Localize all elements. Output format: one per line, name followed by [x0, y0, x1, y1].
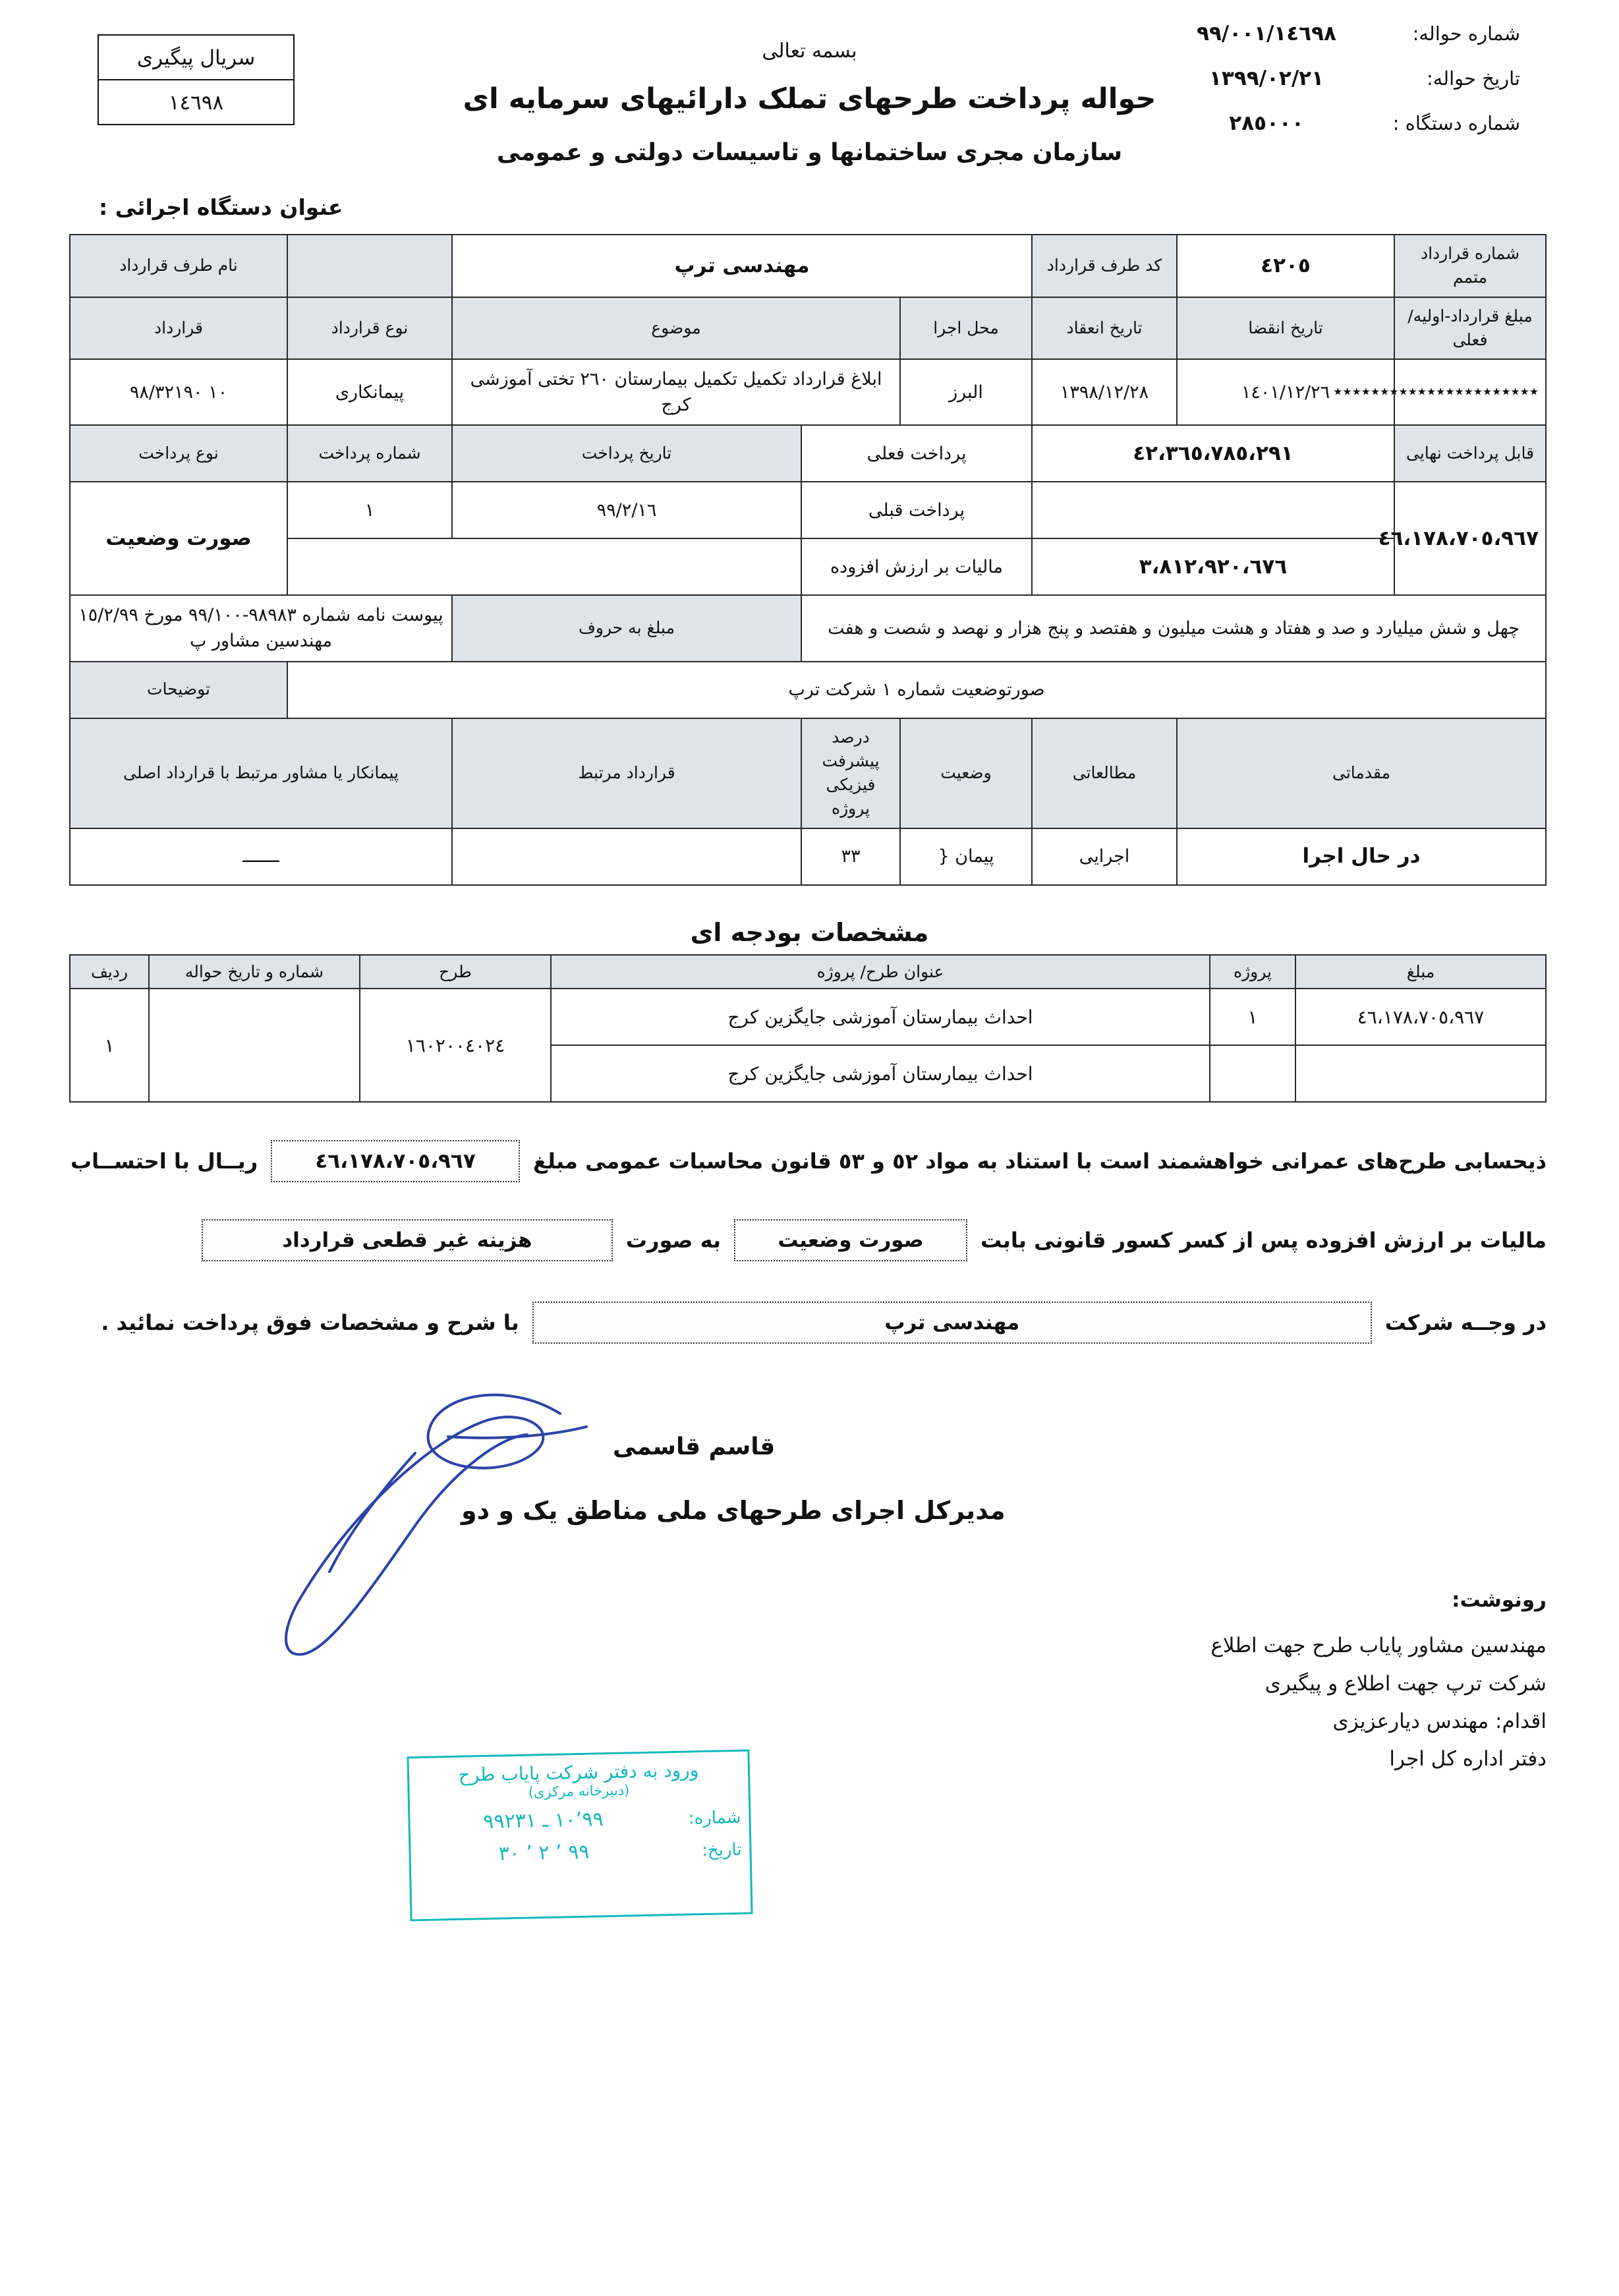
hawala-number-label: شماره حواله: — [1412, 22, 1520, 45]
budget-hawala-1 — [149, 989, 360, 1102]
contract-table — [69, 234, 1547, 886]
budget-header-row — [70, 955, 1546, 989]
statement-line-1 — [71, 1140, 1547, 1182]
list-item: اقدام: مهندس دیارعزیزی — [1332, 1709, 1547, 1734]
contract-code-value: ٤٢٠٥ — [1177, 235, 1394, 297]
contract-no-value: ١٠ ٩٨/٣٢١٩٠ — [70, 359, 287, 425]
contract-code-header: کد طرف قرارداد — [1032, 235, 1177, 297]
payment-no-header: شماره پرداخت — [287, 425, 452, 482]
stamp-date-value: ٩٩ ٬ ٢ ٬ ٣٠ — [498, 1840, 590, 1866]
party-name-header-spacer — [287, 235, 452, 297]
page-title: حواله پرداخت طرحهای تملک دارائیهای سرمایه ای — [463, 82, 1156, 115]
subject-header: موضوع — [452, 297, 900, 360]
budget-col-project: پروژه — [1210, 955, 1295, 989]
related-contract-value — [452, 828, 801, 885]
exec-place-value: البرز — [900, 359, 1032, 425]
vat-label: مالیات بر ارزش افزوده — [801, 538, 1032, 595]
stamp-date-label: تاریخ: — [701, 1839, 742, 1861]
amount-in-words-value: چهل و شش میلیارد و صد و هفتاد و هشت میلیون و هفتصد و پنج هزار و نهصد و شصت و هفت — [801, 595, 1546, 661]
organization-title: سازمان مجری ساختمانها و تاسیسات دولتی و عمومی — [496, 139, 1123, 166]
initial-amount-value: ٭٭٭٭٭٭٭٭٭٭٭٭٭٭٭٭٭٭٭٭٭٭ — [1394, 359, 1546, 425]
initial-amount-header: مبلغ قرارداد-اولیه/فعلی — [1394, 297, 1546, 360]
stamp-number-row — [418, 1805, 741, 1835]
amount-in-words-label: مبلغ به حروف — [452, 595, 801, 661]
status-value-peyman: پیمان { — [900, 828, 1032, 885]
notes-value: صورتوضعیت شماره ١ شرکت ترپ — [287, 662, 1546, 718]
budget-project-2 — [1210, 1045, 1295, 1102]
statement-3-company: مهندسی ترپ — [532, 1302, 1372, 1344]
budget-col-row: ردیف — [70, 955, 149, 989]
serial-title: سریال پیگیری — [99, 36, 293, 80]
party-name-value: مهندسی ترپ — [452, 235, 1032, 297]
attachment-note: پیوست نامه شماره ٩٨٩٨٣-٩٩/١٠٠ مورخ ١٥/٢/٩٩ مهندسین مشاور پ — [70, 595, 452, 661]
current-payment-label: پرداخت فعلی — [801, 425, 1032, 482]
contract-type-value: پیمانکاری — [287, 359, 452, 425]
party-name-header: نام طرف قرارداد — [70, 235, 287, 297]
table-row — [70, 538, 1546, 595]
copies-title: رونوشت: — [1452, 1588, 1547, 1612]
payment-type-value: صورت وضعیت — [70, 482, 287, 595]
table-row — [70, 359, 1546, 425]
previous-payment-value — [1032, 482, 1394, 538]
budget-project-1: ١ — [1210, 989, 1295, 1045]
copies-block — [1210, 1582, 1547, 1779]
device-number-label: شماره دستگاه : — [1392, 112, 1520, 135]
budget-col-plan: طرح — [360, 955, 551, 989]
statement-line-2 — [71, 1219, 1547, 1261]
statement-line-3 — [71, 1302, 1547, 1344]
payment-empty-cell — [287, 538, 801, 595]
statement-2-mid: به صورت — [625, 1228, 721, 1253]
table-row — [70, 297, 1546, 360]
payment-date-value: ٩٩/٢/١٦ — [452, 482, 801, 538]
budget-section-title: مشخصات بودجه ای — [690, 918, 929, 947]
budget-plan-1: ١٦٠٢٠٠٤٠٢٤ — [360, 989, 551, 1102]
serial-box — [98, 34, 295, 125]
status-header: وضعیت — [900, 718, 1032, 828]
budget-table — [69, 954, 1547, 1103]
conclusion-date-header: تاریخ انعقاد — [1032, 297, 1177, 360]
related-contractor-header: پیمانکار یا مشاور مرتبط با قرارداد اصلی — [70, 718, 452, 828]
table-row — [70, 595, 1546, 661]
related-contractor-value: ـــــــ — [70, 828, 452, 885]
related-contract-header: قرارداد مرتبط — [452, 718, 801, 828]
payment-date-header: تاریخ پرداخت — [452, 425, 801, 482]
table-row — [70, 662, 1546, 718]
progress-value: ٣٣ — [801, 828, 900, 885]
previous-payment-label: پرداخت قبلی — [801, 482, 1032, 538]
list-item: دفتر اداره کل اجرا — [1389, 1747, 1547, 1771]
stamp-line-2: (دبیرخانه مرکزی) — [528, 1782, 630, 1800]
device-number-value: ٢٨٥٠٠٠ — [1229, 111, 1304, 136]
list-item: مهندسین مشاور پایاب طرح جهت اطلاع — [1210, 1634, 1547, 1658]
handwritten-signature-icon — [217, 1374, 626, 1690]
vat-value: ٣،٨١٢،٩٢٠،٦٧٦ — [1032, 538, 1394, 595]
supplement-no-header: شماره قرارداد متمم — [1394, 235, 1546, 297]
statement-2-text: مالیات بر ارزش افزوده پس از کسر کسور قانونی بابت — [980, 1228, 1547, 1253]
statement-2-cost: هزینه غیر قطعی قرارداد — [202, 1219, 613, 1261]
preliminary-header: مقدماتی — [1177, 718, 1546, 828]
stamp-number-value: ١٠٬٩٩ ـ ٩٩٢٣١ — [482, 1808, 604, 1834]
list-item: شرکت ترپ جهت اطلاع و پیگیری — [1264, 1671, 1547, 1696]
contract-type-header: نوع قرارداد — [287, 297, 452, 360]
table-row — [70, 828, 1546, 885]
budget-col-amount: مبلغ — [1295, 955, 1546, 989]
bismillah-text: بسمه تعالی — [762, 40, 857, 63]
table-row — [70, 482, 1546, 538]
serial-value: ١٤٦٩٨ — [168, 91, 224, 115]
stamp-number-label: شماره: — [688, 1807, 741, 1829]
payment-type-header: نوع پرداخت — [70, 425, 287, 482]
statement-3-text: در وجــه شرکت — [1384, 1310, 1547, 1335]
document-header — [0, 0, 1619, 220]
signatory-title: مدیرکل اجرای طرحهای ملی مناطق یک و دو — [461, 1496, 1006, 1525]
study-header: مطالعاتی — [1032, 718, 1177, 828]
payment-no-value: ١ — [287, 482, 452, 538]
stamp-line-1: ورود به دفتر شرکت پایاب طرح — [458, 1759, 699, 1786]
expiry-date-header: تاریخ انقضا — [1177, 297, 1394, 360]
statement-1-text: ذیحسابی طرح‌های عمرانی خواهشمند است با استناد به مواد ٥٢ و ٥٣ قانون محاسبات عمومی مبلغ — [533, 1149, 1547, 1174]
conclusion-date-value: ١٣٩٨/١٢/٢٨ — [1032, 359, 1177, 425]
table-row — [70, 425, 1546, 482]
statement-3-tail: با شرح و مشخصات فوق پرداخت نمائید . — [101, 1310, 519, 1335]
stamp-date-row — [418, 1837, 742, 1867]
table-row — [70, 235, 1546, 297]
statement-1-amount: ٤٦،١٧٨،٧٠٥،٩٦٧ — [271, 1140, 520, 1182]
statement-2-kind: صورت وضعیت — [734, 1219, 967, 1261]
statement-1-tail: ریــال با احتســاب — [71, 1149, 258, 1174]
signatory-name: قاسم قاسمی — [613, 1433, 776, 1460]
hawala-number-value: ٩٩/٠٠١/١٤٦٩٨ — [1197, 22, 1336, 45]
budget-amount-2 — [1295, 1045, 1546, 1102]
current-payment-value: ٤٢،٣٦٥،٧٨٥،٢٩١ — [1032, 425, 1394, 482]
table-row — [70, 989, 1546, 1045]
expiry-date-value: ١٤٠١/١٢/٢٦ — [1177, 359, 1394, 425]
hawala-date-value: ١٣٩٩/٠٢/٢١ — [1208, 67, 1324, 91]
hawala-date-label: تاریخ حواله: — [1426, 67, 1520, 90]
budget-project-title-2: احداث بیمارستان آموزشی جایگزین کرج — [551, 1045, 1210, 1102]
copies-highlight — [169, 1603, 861, 1764]
table-row — [70, 718, 1546, 828]
executive-org-label: عنوان دستگاه اجرائی : — [99, 194, 343, 220]
final-payable-label: قابل پرداخت نهایی — [1394, 425, 1546, 482]
contract-no-header: قرارداد — [70, 297, 287, 360]
budget-col-project-title: عنوان طرح/ پروژه — [551, 955, 1210, 989]
progress-header: درصد پیشرفت فیزیکی پروژه — [801, 718, 900, 828]
preliminary-value: در حال اجرا — [1177, 828, 1546, 885]
budget-project-title-1: احداث بیمارستان آموزشی جایگزین کرج — [551, 989, 1210, 1045]
budget-row-1: ١ — [70, 989, 149, 1102]
exec-place-header: محل اجرا — [900, 297, 1032, 360]
budget-col-hawala: شماره و تاریخ حواله — [149, 955, 360, 989]
final-payable-value: ٤٦،١٧٨،٧٠٥،٩٦٧ — [1394, 482, 1546, 595]
reception-stamp — [407, 1750, 753, 1922]
status-value-executive: اجرایی — [1032, 828, 1177, 885]
notes-label: توضیحات — [70, 662, 287, 718]
subject-value: ابلاغ قرارداد تکمیل تکمیل بیمارستان ٢٦٠ تختی آموزشی کرج — [452, 359, 900, 425]
budget-amount-1: ٤٦،١٧٨،٧٠٥،٩٦٧ — [1295, 989, 1546, 1045]
